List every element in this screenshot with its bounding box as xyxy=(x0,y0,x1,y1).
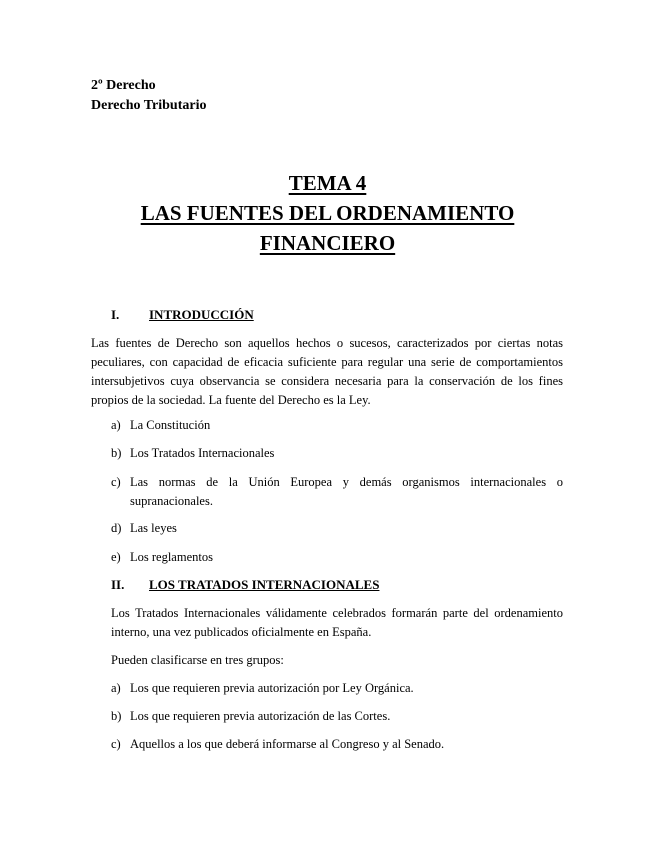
list-item-label: d) xyxy=(111,521,122,535)
list-item-label: e) xyxy=(111,550,121,564)
tratados-line: Los Tratados Internacionales válidamente celebrados formarán parte del ordenamiento xyxy=(111,606,563,620)
title-line-1: TEMA 4 xyxy=(288,171,367,195)
list-item-text: Los reglamentos xyxy=(130,550,213,564)
intro-line: intersubjetivos cuya observancia se considera necesaria para la conservación de los fines xyxy=(91,374,563,388)
list-item-text xyxy=(130,473,563,511)
intro-paragraph xyxy=(91,334,563,410)
document-title xyxy=(0,168,655,258)
list-item-text: Aquellos a los que deberá informarse al Congreso y al Senado. xyxy=(130,737,445,751)
list-item-line: supranacionales. xyxy=(130,494,213,508)
header-course: 2º Derecho xyxy=(91,78,156,93)
list-item-text: La Constitución xyxy=(130,418,211,432)
list-item-text: Los que requieren previa autorización de las Cortes. xyxy=(130,709,391,723)
section-heading-tratados xyxy=(111,577,379,593)
title-line-2: LAS FUENTES DEL ORDENAMIENTO xyxy=(140,201,515,225)
document-header xyxy=(91,76,207,116)
list-item-text: Los Tratados Internacionales xyxy=(130,446,275,460)
intro-line: Las fuentes de Derecho son aquellos hechos o sucesos, caracterizados por ciertas notas xyxy=(91,336,563,350)
intro-line: peculiares, con capacidad de eficacia suficiente para regular una serie de comportamientos xyxy=(91,355,563,369)
intro-line: propios de la sociedad. La fuente del Derecho es la Ley. xyxy=(91,393,371,407)
tratados-paragraph xyxy=(111,604,563,642)
section-number: II. xyxy=(111,577,125,592)
groups-intro: Pueden clasificarse en tres grupos: xyxy=(111,653,284,667)
section-number: I. xyxy=(111,307,120,322)
tratados-line: interno, una vez publicados oficialmente en España. xyxy=(111,625,372,639)
header-subject: Derecho Tributario xyxy=(91,98,207,113)
list-item-text: Los que requieren previa autorización por Ley Orgánica. xyxy=(130,681,414,695)
section-title: INTRODUCCIÓN xyxy=(149,307,254,322)
list-item-text: Las leyes xyxy=(130,521,177,535)
list-item-label: b) xyxy=(111,446,122,460)
list-item-line: Las normas de la Unión Europea y demás organismos internacionales o xyxy=(130,475,563,489)
list-item xyxy=(111,473,563,511)
list-item-label: b) xyxy=(111,709,122,723)
list-item-label: c) xyxy=(111,737,121,751)
list-item-label: a) xyxy=(111,681,121,695)
section-title: LOS TRATADOS INTERNACIONALES xyxy=(149,577,380,592)
list-item-label: a) xyxy=(111,418,121,432)
section-heading-introduccion xyxy=(111,307,254,323)
list-item-label: c) xyxy=(111,475,121,489)
title-line-3: FINANCIERO xyxy=(259,231,396,255)
